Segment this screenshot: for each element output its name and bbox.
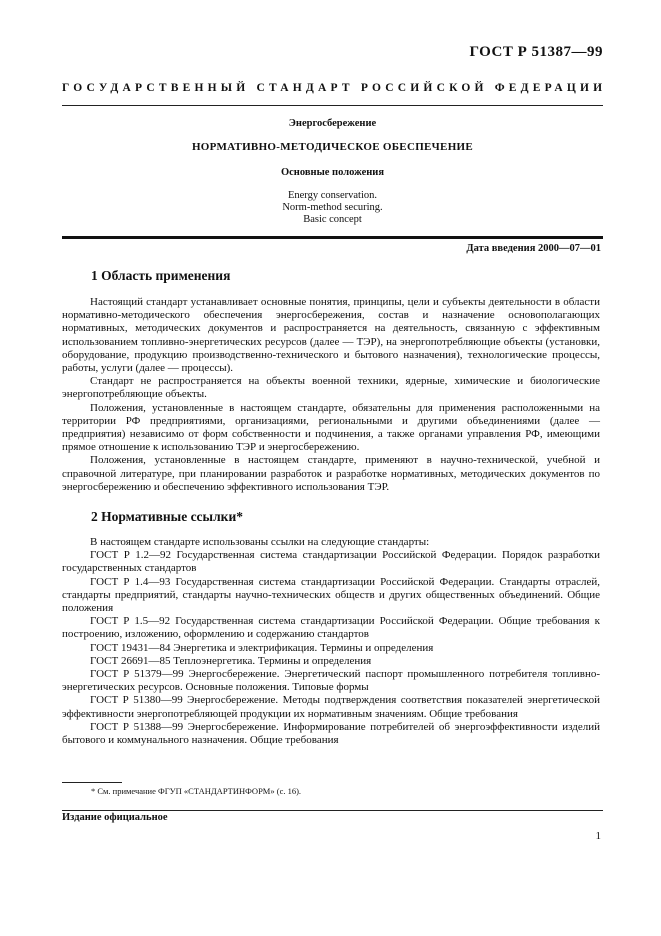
introduction-date: Дата введения 2000—07—01 xyxy=(466,243,601,254)
footer-divider xyxy=(62,810,603,811)
standard-subtitle: Основные положения xyxy=(280,167,385,178)
section-1-heading: 1 Область применения xyxy=(91,268,231,283)
standard-subject: Энергосбережение xyxy=(288,118,377,129)
reference-item: ГОСТ Р 51379—99 Энергосбережение. Энергетический паспорт промышленного потребителя топливно-энергетических ресурсов. Основные положения. Типовые формы xyxy=(62,668,600,694)
english-title-line: Norm-method securing. xyxy=(282,202,383,213)
paragraph: В настоящем стандарте использованы ссылки на следующие стандарты: xyxy=(90,536,430,548)
reference-item: ГОСТ Р 51380—99 Энергосбережение. Методы подтверждения соответствия показателей энергетической эффективности энергопотребляющей продукции их нормативным значениям. Общие требования xyxy=(62,694,600,720)
english-title-line: Energy conservation. xyxy=(287,190,378,201)
english-title xyxy=(62,190,603,226)
page-number: 1 xyxy=(595,830,601,842)
reference-item: ГОСТ Р 1.2—92 Государственная система стандартизации Российской Федерации. Порядок разработки государственных стандартов xyxy=(62,549,600,575)
reference-item: ГОСТ 19431—84 Энергетика и электрификация. Термины и определения xyxy=(90,641,434,654)
paragraph: Настоящий стандарт устанавливает основные понятия, принципы, цели и субъекты деятельности в области нормативно-методического обеспечения энергосбережения, состав и назначение основополагающих нормативных, методических документов и распространяется на деятельность, связанную с эффективным использованием топливно-энергетических ресурсов (далее — ТЭР), на энергопотребляющие объекты (установки, оборудование, продукцию производственно-технического и бытового назначения), технологические процессы, работы, услуги (далее — процессы). xyxy=(62,296,600,375)
edition-label: Издание официальное xyxy=(62,812,168,823)
section-2-body xyxy=(62,536,600,747)
document-code: ГОСТ Р 51387—99 xyxy=(469,44,603,60)
footnote: * См. примечание ФГУП «СТАНДАРТИНФОРМ» (с. 16). xyxy=(91,786,302,796)
reference-item: ГОСТ Р 51388—99 Энергосбережение. Информирование потребителей об энергоэффективности изделий бытового и коммунального назначения. Общие требования xyxy=(62,720,600,747)
paragraph: Положения, установленные в настоящем стандарте, обязательны для применения расположенными на территории РФ предприятиями, организациями, региональными и другими объединениями (далее — предприятия) независимо от форм собственности и подчинения, а также органами управления РФ, имеющими прямое отношение к использованию ТЭР и энергосбережению. xyxy=(62,401,600,454)
paragraph: Положения, установленные в настоящем стандарте, применяют в научно-технической, учебной и справочной литературе, при планировании разработок и разработке нормативных, методических документов по энергосбережению и обеспечению эффективного использования ТЭР. xyxy=(62,454,600,493)
header-divider xyxy=(62,105,603,106)
paragraph: Стандарт не распространяется на объекты военной техники, ядерные, химические и биологические энергопотребляющие объекты. xyxy=(62,375,600,401)
footnote-divider xyxy=(62,782,122,783)
standard-title: НОРМАТИВНО-МЕТОДИЧЕСКОЕ ОБЕСПЕЧЕНИЕ xyxy=(191,141,474,153)
section-1-body xyxy=(62,296,600,494)
reference-item: ГОСТ Р 1.4—93 Государственная система стандартизации Российской Федерации. Стандарты отраслей, стандарты предприятий, стандарты научно-технических обществ и других общественных объединений. Общие положения xyxy=(62,575,600,615)
reference-item: ГОСТ 26691—85 Теплоэнергетика. Термины и определения xyxy=(90,654,372,667)
reference-item: ГОСТ Р 1.5—92 Государственная система стандартизации Российской Федерации. Общие требования к построению, изложению, оформлению и содержанию стандартов xyxy=(62,615,600,641)
section-2-heading: 2 Нормативные ссылки* xyxy=(91,509,243,524)
title-divider xyxy=(62,236,603,239)
english-title-line: Basic concept xyxy=(303,214,362,225)
state-standard-title: ГОСУДАРСТВЕННЫЙ СТАНДАРТ РОССИЙСКОЙ ФЕДЕРАЦИИ xyxy=(62,82,607,94)
